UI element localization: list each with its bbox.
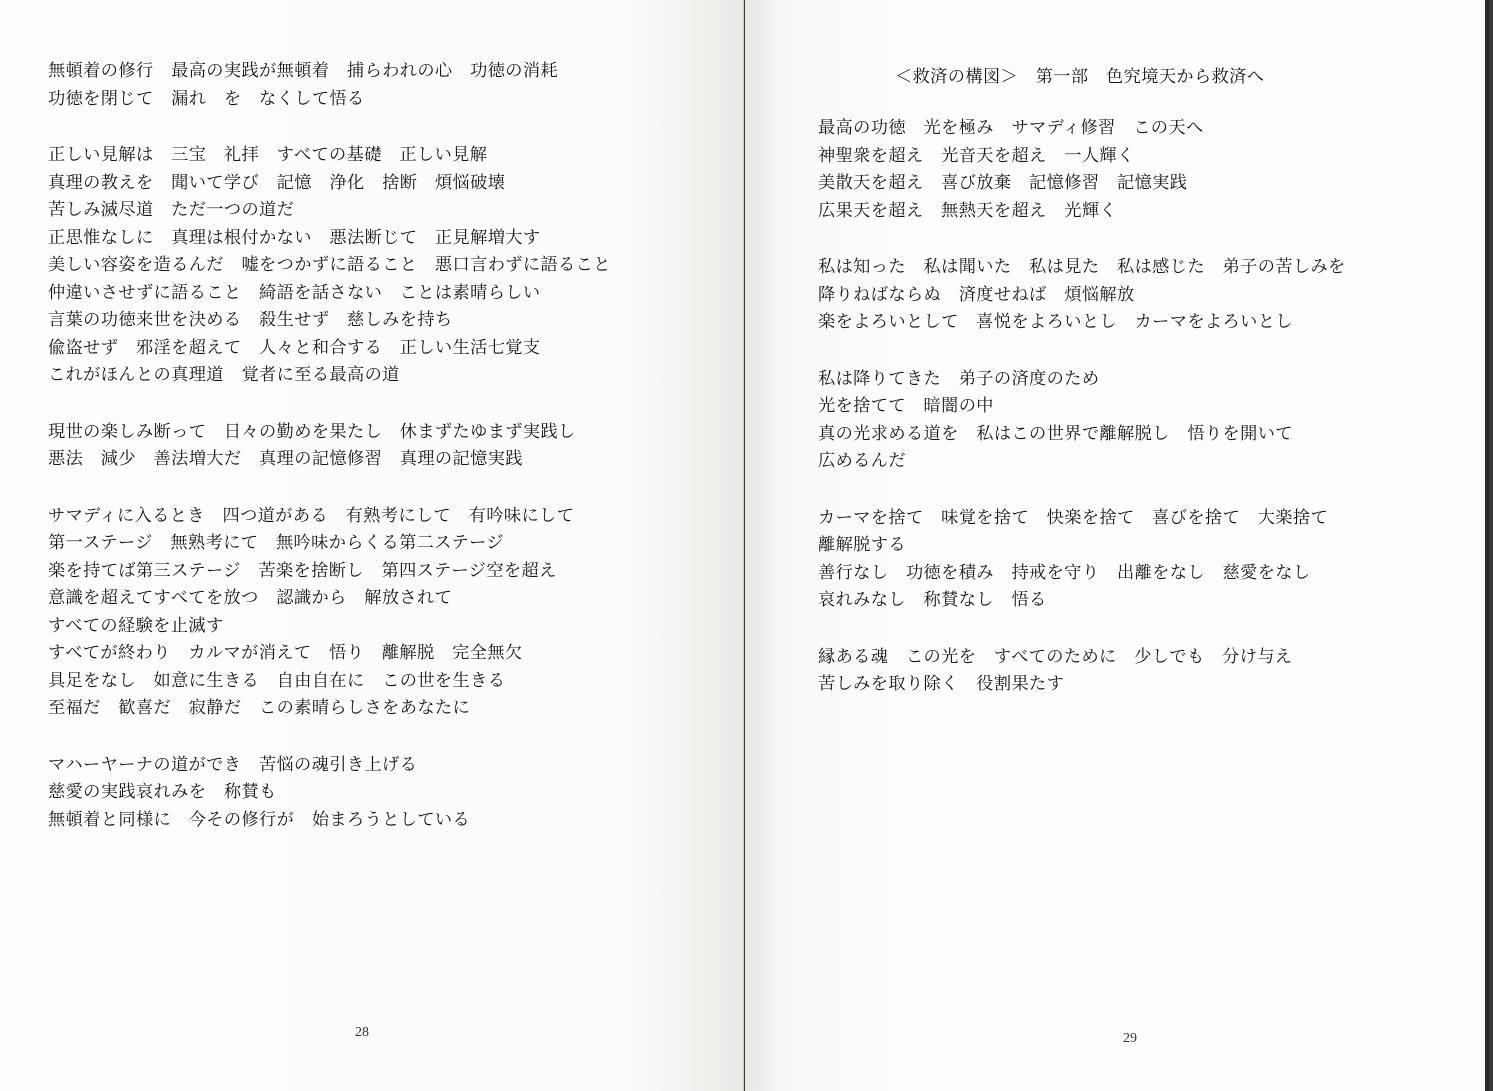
text-line: 慈愛の実践哀れみを 称賛も	[48, 782, 277, 802]
text-line: 広めるんだ	[818, 451, 906, 471]
text-line: すべてが終わり カルマが消えて 悟り 離解脱 完全無欠	[48, 643, 523, 663]
paragraph	[48, 419, 611, 474]
text-line: 楽をよろいとして 喜悦をよろいとし カーマをよろいとし	[818, 312, 1293, 332]
text-line: 正しい見解は 三宝 礼拝 すべての基礎 正しい見解	[48, 145, 488, 165]
paragraph	[818, 505, 1346, 615]
text-line: 無頓着の修行 最高の実践が無頓着 捕らわれの心 功徳の消耗	[48, 61, 559, 81]
text-line: 最高の功徳 光を極み サマディ修習 この天へ	[818, 118, 1204, 138]
text-line: 私は降りてきた 弟子の済度のため	[818, 368, 1100, 389]
left-page-number: 28	[355, 1025, 369, 1040]
left-page	[0, 0, 744, 1091]
text-line: サマディに入るとき 四つ道がある 有熟考にして 有吟味にして	[48, 505, 575, 526]
book-edge	[1485, 0, 1489, 1091]
text-line: 具足をなし 如意に生きる 自由自在に この世を生きる	[48, 670, 506, 691]
text-line: 降りねばならぬ 済度せねば 煩悩解放	[818, 284, 1135, 305]
text-line: マハーヤーナの道ができ 苦悩の魂引き上げる	[48, 754, 418, 775]
left-page-text	[48, 58, 611, 863]
text-line: 縁ある魂 この光を すべてのために 少しでも 分け与え	[818, 646, 1293, 667]
text-line: 哀れみなし 称賛なし 悟る	[818, 590, 1047, 610]
text-line: カーマを捨て 味覚を捨て 快楽を捨て 喜びを捨て 大楽捨て	[818, 507, 1329, 528]
text-line: 意識を超えてすべてを放つ 認識から 解放されて	[48, 588, 453, 608]
text-line: 善行なし 功徳を積み 持戒を守り 出離をなし 慈愛をなし	[818, 562, 1311, 583]
text-line: 功徳を閉じて 漏れ を なくして悟る	[48, 88, 365, 109]
paragraph	[48, 503, 611, 723]
text-line: 美しい容姿を造るんだ 嘘をつかずに語ること 悪口言わずに語ること	[48, 255, 611, 275]
text-line: 楽を持てば第三ステージ 苦楽を捨断し 第四ステージ空を超え	[48, 560, 557, 581]
paragraph	[818, 366, 1346, 476]
text-line: 光を捨てて 暗闇の中	[818, 396, 994, 416]
right-page-text	[818, 115, 1346, 728]
text-line: 現世の楽しみ断って 日々の勤めを果たし 休まずたゆまず実践し	[48, 421, 576, 442]
text-line: すべての経験を止滅す	[48, 615, 224, 636]
text-line: 悪法 減少 善法増大だ 真理の記憶修習 真理の記憶実践	[48, 449, 523, 469]
right-page-heading: ＜救済の構図＞ 第一部 色究境天から救済へ	[895, 67, 1265, 87]
right-page	[745, 0, 1489, 1091]
text-line: 第一ステージ 無熟考にて 無吟味からくる第二ステージ	[48, 533, 504, 553]
paragraph	[818, 254, 1346, 337]
text-line: 離解脱する	[818, 535, 906, 555]
text-line: 私は知った 私は聞いた 私は見た 私は感じた 弟子の苦しみを	[818, 257, 1346, 277]
text-line: 神聖衆を超え 光音天を超え 一人輝く	[818, 145, 1135, 166]
text-line: 言葉の功徳来世を決める 殺生せず 慈しみを持ち	[48, 310, 453, 330]
text-line: 真理の教えを 聞いて学び 記憶 浄化 捨断 煩悩破壊	[48, 172, 506, 193]
text-line: 正思惟なしに 真理は根付かない 悪法断じて 正見解増大す	[48, 227, 541, 248]
text-line: 無頓着と同様に 今その修行が 始まろうとしている	[48, 809, 471, 830]
text-line: 至福だ 歓喜だ 寂静だ この素晴らしさをあなたに	[48, 698, 471, 718]
text-line: 真の光求める道を 私はこの世界で離解脱し 悟りを開いて	[818, 423, 1293, 444]
paragraph	[48, 752, 611, 835]
paragraph	[818, 644, 1346, 699]
text-line: 苦しみを取り除く 役割果たす	[818, 674, 1065, 694]
text-line: 偸盗せず 邪淫を超えて 人々と和合する 正しい生活七覚支	[48, 337, 541, 358]
paragraph	[48, 142, 611, 390]
text-line: 美散天を超え 喜び放棄 記憶修習 記憶実践	[818, 173, 1188, 193]
text-line: これがほんとの真理道 覚者に至る最高の道	[48, 365, 400, 385]
paragraph	[818, 115, 1346, 225]
text-line: 広果天を超え 無熱天を超え 光輝く	[818, 200, 1117, 221]
right-page-number: 29	[1123, 1031, 1137, 1046]
paragraph	[48, 58, 611, 113]
text-line: 仲違いさせずに語ること 綺語を話さない ことは素晴らしい	[48, 282, 541, 303]
text-line: 苦しみ滅尽道 ただ一つの道だ	[48, 200, 295, 220]
